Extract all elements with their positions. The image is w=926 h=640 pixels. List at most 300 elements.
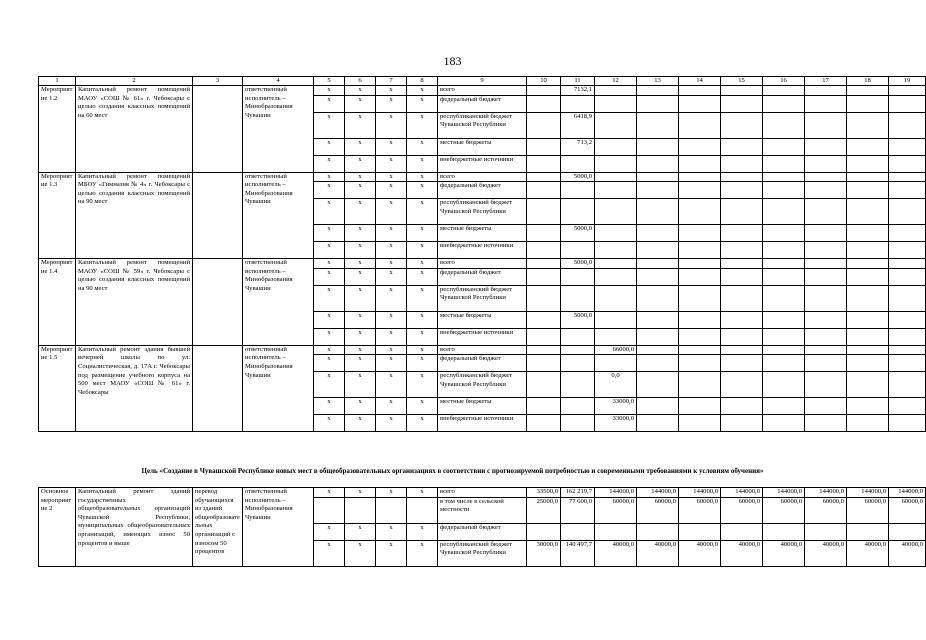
amount-cell bbox=[889, 112, 926, 138]
amount-cell bbox=[889, 95, 926, 112]
mark-cell: x bbox=[407, 328, 438, 345]
amount-cell bbox=[679, 398, 721, 415]
amount-cell bbox=[595, 285, 637, 311]
amount-cell bbox=[527, 345, 561, 355]
column-number: 17 bbox=[805, 77, 847, 86]
table-row bbox=[39, 488, 926, 498]
amount-cell bbox=[889, 285, 926, 311]
amount-cell bbox=[805, 182, 847, 199]
mark-cell: x bbox=[376, 225, 407, 242]
mark-cell: x bbox=[345, 86, 376, 96]
amount-cell bbox=[805, 398, 847, 415]
column-number: 2 bbox=[76, 77, 193, 86]
amount-cell: 144000,0 bbox=[637, 488, 679, 498]
funding-source: федеральный бюджет bbox=[438, 95, 527, 112]
amount-cell bbox=[805, 355, 847, 372]
amount-cell bbox=[679, 259, 721, 269]
amount-cell bbox=[637, 182, 679, 199]
amount-cell bbox=[763, 415, 805, 432]
mark-cell: x bbox=[345, 199, 376, 225]
funding-source: местные бюджеты bbox=[438, 138, 527, 155]
measure-id: Мероприятие 1.5 bbox=[39, 345, 76, 432]
amount-cell: 25000,0 bbox=[527, 497, 561, 523]
measure-name: Капитальный ремонт помещений МБОУ «Гимназия № 4» г. Чебоксары с целью создания классных помещений на 90 мест bbox=[76, 172, 193, 259]
measure-name: Капитальный ремонт зданий государственных общеобразовательных организаций Чувашской Республики, муниципальных общеобразовательных организаций, имеющих износ 50 процентов и выше bbox=[76, 488, 193, 567]
amount-cell bbox=[679, 182, 721, 199]
amount-cell bbox=[847, 112, 889, 138]
mark-cell: x bbox=[314, 242, 345, 259]
column-number: 3 bbox=[193, 77, 243, 86]
mark-cell: x bbox=[314, 540, 345, 566]
amount-cell bbox=[527, 172, 561, 182]
amount-cell bbox=[527, 155, 561, 172]
amount-cell bbox=[763, 155, 805, 172]
amount-cell bbox=[805, 415, 847, 432]
amount-cell bbox=[763, 138, 805, 155]
mark-cell: x bbox=[376, 345, 407, 355]
amount-cell: 60000,0 bbox=[763, 497, 805, 523]
amount-cell bbox=[847, 345, 889, 355]
mark-cell: x bbox=[345, 488, 376, 498]
amount-cell bbox=[679, 242, 721, 259]
mark-cell: x bbox=[376, 86, 407, 96]
amount-cell bbox=[679, 268, 721, 285]
mark-cell: x bbox=[314, 523, 345, 540]
amount-cell bbox=[721, 259, 763, 269]
funding-source: республиканский бюджет Чувашской Республики bbox=[438, 540, 527, 566]
mark-cell: x bbox=[314, 345, 345, 355]
measure-id: Мероприятие 1.3 bbox=[39, 172, 76, 259]
mark-cell: x bbox=[376, 199, 407, 225]
mark-cell: x bbox=[314, 112, 345, 138]
amount-cell bbox=[595, 86, 637, 96]
amount-cell bbox=[805, 311, 847, 328]
funding-source: внебюджетные источники bbox=[438, 415, 527, 432]
amount-cell bbox=[527, 242, 561, 259]
amount-cell: 40000,0 bbox=[763, 540, 805, 566]
amount-cell bbox=[595, 199, 637, 225]
amount-cell bbox=[679, 311, 721, 328]
amount-cell bbox=[527, 355, 561, 372]
amount-cell bbox=[561, 268, 595, 285]
mark-cell: x bbox=[345, 112, 376, 138]
amount-cell bbox=[721, 112, 763, 138]
amount-cell bbox=[527, 372, 561, 398]
amount-cell bbox=[679, 172, 721, 182]
amount-cell bbox=[721, 86, 763, 96]
amount-cell bbox=[721, 268, 763, 285]
amount-cell bbox=[889, 86, 926, 96]
amount-cell bbox=[527, 415, 561, 432]
mark-cell: x bbox=[376, 355, 407, 372]
amount-cell bbox=[805, 523, 847, 540]
amount-cell bbox=[637, 199, 679, 225]
amount-cell bbox=[763, 242, 805, 259]
mark-cell: x bbox=[407, 138, 438, 155]
amount-cell: 140 497,7 bbox=[561, 540, 595, 566]
amount-cell bbox=[637, 268, 679, 285]
mark-cell: x bbox=[345, 172, 376, 182]
amount-cell bbox=[763, 95, 805, 112]
amount-cell bbox=[637, 328, 679, 345]
funding-source: внебюджетные источники bbox=[438, 242, 527, 259]
amount-cell bbox=[679, 345, 721, 355]
amount-cell bbox=[763, 199, 805, 225]
amount-cell: 40000,0 bbox=[679, 540, 721, 566]
funding-source: федеральный бюджет bbox=[438, 268, 527, 285]
amount-cell bbox=[805, 225, 847, 242]
responsible-executor: ответственный исполнитель – Минобразования Чувашии bbox=[243, 488, 314, 567]
mark-cell: x bbox=[376, 242, 407, 259]
amount-cell bbox=[721, 372, 763, 398]
amount-cell bbox=[637, 86, 679, 96]
measure-id: Мероприятие 1.4 bbox=[39, 259, 76, 346]
amount-cell bbox=[889, 242, 926, 259]
amount-cell bbox=[679, 355, 721, 372]
amount-cell bbox=[721, 285, 763, 311]
amount-cell: 33500,0 bbox=[527, 488, 561, 498]
amount-cell bbox=[637, 285, 679, 311]
mark-cell: x bbox=[376, 311, 407, 328]
amount-cell bbox=[721, 199, 763, 225]
amount-cell bbox=[527, 311, 561, 328]
amount-cell bbox=[847, 242, 889, 259]
mark-cell: x bbox=[314, 259, 345, 269]
amount-cell bbox=[847, 268, 889, 285]
amount-cell: 60000,0 bbox=[637, 497, 679, 523]
column-number: 1 bbox=[39, 77, 76, 86]
amount-cell bbox=[679, 199, 721, 225]
amount-cell bbox=[763, 86, 805, 96]
amount-cell: 144000,0 bbox=[679, 488, 721, 498]
mark-cell: x bbox=[376, 398, 407, 415]
amount-cell bbox=[679, 138, 721, 155]
amount-cell bbox=[527, 398, 561, 415]
measure-id: Мероприятие 1.2 bbox=[39, 86, 76, 173]
amount-cell bbox=[595, 95, 637, 112]
amount-cell bbox=[889, 225, 926, 242]
mark-cell: x bbox=[376, 372, 407, 398]
mark-cell: x bbox=[345, 225, 376, 242]
amount-cell bbox=[847, 155, 889, 172]
table-row bbox=[39, 86, 926, 96]
amount-cell bbox=[637, 372, 679, 398]
column-number: 8 bbox=[407, 77, 438, 86]
mark-cell: x bbox=[314, 225, 345, 242]
amount-cell bbox=[889, 415, 926, 432]
column-number: 19 bbox=[889, 77, 926, 86]
amount-cell bbox=[889, 172, 926, 182]
amount-cell bbox=[763, 328, 805, 345]
mark-cell: x bbox=[376, 268, 407, 285]
mark-cell: x bbox=[407, 112, 438, 138]
column-number: 4 bbox=[243, 77, 314, 86]
amount-cell bbox=[679, 285, 721, 311]
amount-cell bbox=[805, 372, 847, 398]
amount-cell bbox=[561, 523, 595, 540]
amount-cell: 40000,0 bbox=[721, 540, 763, 566]
amount-cell bbox=[527, 523, 561, 540]
mark-cell bbox=[376, 497, 407, 523]
amount-cell: 40000,0 bbox=[847, 540, 889, 566]
amount-cell: 40000,0 bbox=[637, 540, 679, 566]
column-number: 5 bbox=[314, 77, 345, 86]
mark-cell: x bbox=[407, 259, 438, 269]
column-number: 15 bbox=[721, 77, 763, 86]
amount-cell bbox=[527, 112, 561, 138]
amount-cell bbox=[595, 328, 637, 345]
mark-cell: x bbox=[345, 155, 376, 172]
amount-cell bbox=[805, 242, 847, 259]
amount-cell: 144000,0 bbox=[889, 488, 926, 498]
mark-cell: x bbox=[407, 355, 438, 372]
amount-cell bbox=[595, 138, 637, 155]
amount-cell bbox=[847, 398, 889, 415]
amount-cell bbox=[595, 523, 637, 540]
amount-cell bbox=[527, 138, 561, 155]
measure-indicator bbox=[193, 259, 243, 346]
amount-cell bbox=[721, 95, 763, 112]
amount-cell: 144000,0 bbox=[721, 488, 763, 498]
amount-cell bbox=[527, 268, 561, 285]
amount-cell bbox=[763, 372, 805, 398]
amount-cell bbox=[637, 259, 679, 269]
amount-cell bbox=[679, 372, 721, 398]
amount-cell bbox=[527, 86, 561, 96]
mark-cell: x bbox=[314, 268, 345, 285]
mark-cell: x bbox=[314, 199, 345, 225]
amount-cell bbox=[679, 86, 721, 96]
table-row bbox=[39, 172, 926, 182]
amount-cell bbox=[763, 355, 805, 372]
amount-cell bbox=[637, 355, 679, 372]
measure-name: Капитальный ремонт помещений МАОУ «СОШ № 59» г. Чебоксары с целью создания классных помещений на 90 мест bbox=[76, 259, 193, 346]
amount-cell bbox=[763, 398, 805, 415]
mark-cell: x bbox=[345, 328, 376, 345]
mark-cell: x bbox=[345, 415, 376, 432]
mark-cell: x bbox=[345, 268, 376, 285]
mark-cell: x bbox=[407, 415, 438, 432]
mark-cell: x bbox=[407, 311, 438, 328]
amount-cell bbox=[805, 138, 847, 155]
amount-cell bbox=[561, 345, 595, 355]
amount-cell: 144000,0 bbox=[847, 488, 889, 498]
amount-cell bbox=[889, 398, 926, 415]
amount-cell: 60000,0 bbox=[595, 497, 637, 523]
amount-cell bbox=[637, 311, 679, 328]
amount-cell bbox=[889, 345, 926, 355]
column-number: 6 bbox=[345, 77, 376, 86]
mark-cell: x bbox=[376, 328, 407, 345]
amount-cell bbox=[847, 95, 889, 112]
mark-cell: x bbox=[345, 138, 376, 155]
funding-source: местные бюджеты bbox=[438, 225, 527, 242]
mark-cell: x bbox=[407, 345, 438, 355]
measures-table bbox=[38, 76, 926, 432]
column-number: 11 bbox=[561, 77, 595, 86]
mark-cell: x bbox=[407, 155, 438, 172]
amount-cell bbox=[721, 225, 763, 242]
amount-cell: 40000,0 bbox=[595, 540, 637, 566]
amount-cell bbox=[847, 355, 889, 372]
amount-cell bbox=[805, 199, 847, 225]
amount-cell: 144000,0 bbox=[763, 488, 805, 498]
mark-cell: x bbox=[407, 182, 438, 199]
amount-cell bbox=[805, 95, 847, 112]
amount-cell: 5000,0 bbox=[561, 259, 595, 269]
amount-cell bbox=[847, 86, 889, 96]
column-number: 14 bbox=[679, 77, 721, 86]
mark-cell: x bbox=[345, 372, 376, 398]
amount-cell bbox=[637, 398, 679, 415]
amount-cell bbox=[721, 155, 763, 172]
amount-cell bbox=[721, 415, 763, 432]
amount-cell bbox=[527, 328, 561, 345]
amount-cell: 60000,0 bbox=[805, 497, 847, 523]
amount-cell bbox=[889, 268, 926, 285]
mark-cell: x bbox=[407, 398, 438, 415]
amount-cell bbox=[561, 155, 595, 172]
amount-cell bbox=[561, 415, 595, 432]
mark-cell: x bbox=[407, 172, 438, 182]
mark-cell: x bbox=[345, 540, 376, 566]
amount-cell bbox=[889, 355, 926, 372]
amount-cell bbox=[561, 182, 595, 199]
amount-cell: 33000,0 bbox=[595, 398, 637, 415]
mark-cell: x bbox=[345, 523, 376, 540]
mark-cell: x bbox=[407, 540, 438, 566]
measure-id: Основное мероприятие 2 bbox=[39, 488, 76, 567]
amount-cell bbox=[763, 112, 805, 138]
column-number: 7 bbox=[376, 77, 407, 86]
table-row bbox=[39, 345, 926, 355]
amount-cell bbox=[889, 259, 926, 269]
funding-source: республиканский бюджет Чувашской Республики bbox=[438, 199, 527, 225]
mark-cell: x bbox=[376, 138, 407, 155]
amount-cell bbox=[763, 182, 805, 199]
mark-cell: x bbox=[407, 225, 438, 242]
amount-cell bbox=[721, 345, 763, 355]
funding-source: всего bbox=[438, 86, 527, 96]
responsible-executor: ответственный исполнитель – Минобразования Чувашии bbox=[243, 259, 314, 346]
mark-cell bbox=[345, 497, 376, 523]
amount-cell: 5000,0 bbox=[561, 172, 595, 182]
column-number: 16 bbox=[763, 77, 805, 86]
mark-cell: x bbox=[314, 311, 345, 328]
amount-cell bbox=[805, 345, 847, 355]
mark-cell: x bbox=[314, 355, 345, 372]
amount-cell bbox=[721, 328, 763, 345]
amount-cell: 30000,0 bbox=[527, 540, 561, 566]
mark-cell: x bbox=[376, 488, 407, 498]
column-number: 18 bbox=[847, 77, 889, 86]
amount-cell bbox=[679, 225, 721, 242]
amount-cell bbox=[679, 155, 721, 172]
funding-source: федеральный бюджет bbox=[438, 182, 527, 199]
amount-cell: 60000,0 bbox=[679, 497, 721, 523]
amount-cell bbox=[721, 138, 763, 155]
amount-cell bbox=[721, 172, 763, 182]
amount-cell bbox=[637, 172, 679, 182]
amount-cell bbox=[847, 311, 889, 328]
amount-cell bbox=[595, 242, 637, 259]
amount-cell bbox=[679, 328, 721, 345]
amount-cell bbox=[637, 95, 679, 112]
amount-cell bbox=[847, 138, 889, 155]
page-number: 183 bbox=[443, 54, 462, 68]
amount-cell: 40000,0 bbox=[805, 540, 847, 566]
measure-name: Капитальный ремонт здания бывшей вечерней школы по ул. Социалистическая, д. 17А г. Чебоксары под размещение учебного корпуса на 500 мест МАОУ «СОШ № 61» г. Чебоксары bbox=[76, 345, 193, 432]
amount-cell: 144000,0 bbox=[805, 488, 847, 498]
mark-cell: x bbox=[314, 285, 345, 311]
measure-indicator bbox=[193, 345, 243, 432]
amount-cell bbox=[561, 199, 595, 225]
amount-cell bbox=[679, 415, 721, 432]
funding-source: федеральный бюджет bbox=[438, 355, 527, 372]
amount-cell bbox=[889, 182, 926, 199]
amount-cell bbox=[763, 259, 805, 269]
amount-cell bbox=[637, 112, 679, 138]
amount-cell bbox=[637, 415, 679, 432]
amount-cell bbox=[805, 155, 847, 172]
amount-cell: 144000,0 bbox=[595, 488, 637, 498]
goal-title: Цель «Создание в Чувашской Республике новых мест в общеобразовательных организациях в соответствии с прогнозируемой потребностью и современными требованиями к условиям обучения» bbox=[141, 467, 764, 475]
amount-cell bbox=[847, 172, 889, 182]
amount-cell bbox=[763, 285, 805, 311]
amount-cell bbox=[889, 199, 926, 225]
amount-cell bbox=[721, 242, 763, 259]
mark-cell: x bbox=[376, 285, 407, 311]
amount-cell bbox=[847, 225, 889, 242]
mark-cell: x bbox=[314, 372, 345, 398]
amount-cell: 0,0 bbox=[595, 372, 637, 398]
amount-cell bbox=[679, 112, 721, 138]
amount-cell bbox=[721, 182, 763, 199]
amount-cell bbox=[637, 242, 679, 259]
amount-cell bbox=[721, 523, 763, 540]
amount-cell: 6418,9 bbox=[561, 112, 595, 138]
responsible-executor: ответственный исполнитель – Минобразования Чувашии bbox=[243, 345, 314, 432]
measure-indicator bbox=[193, 86, 243, 173]
amount-cell: 5000,0 bbox=[561, 311, 595, 328]
amount-cell bbox=[847, 372, 889, 398]
amount-cell: 33000,0 bbox=[595, 415, 637, 432]
table-row bbox=[39, 259, 926, 269]
amount-cell bbox=[561, 328, 595, 345]
amount-cell: 60000,0 bbox=[847, 497, 889, 523]
measure-name: Капитальный ремонт помещений МАОУ «СОШ № 61» г. Чебоксары с целью создания классных помещений на 60 мест bbox=[76, 86, 193, 173]
amount-cell bbox=[847, 523, 889, 540]
amount-cell bbox=[847, 285, 889, 311]
amount-cell: 66000,0 bbox=[595, 345, 637, 355]
mark-cell: x bbox=[376, 415, 407, 432]
amount-cell bbox=[595, 311, 637, 328]
amount-cell bbox=[561, 285, 595, 311]
amount-cell bbox=[889, 311, 926, 328]
mark-cell: x bbox=[407, 372, 438, 398]
amount-cell bbox=[889, 372, 926, 398]
amount-cell bbox=[889, 155, 926, 172]
funding-source: местные бюджеты bbox=[438, 311, 527, 328]
mark-cell: x bbox=[407, 523, 438, 540]
funding-source: внебюджетные источники bbox=[438, 328, 527, 345]
mark-cell: x bbox=[376, 182, 407, 199]
amount-cell bbox=[637, 523, 679, 540]
amount-cell bbox=[527, 285, 561, 311]
funding-source: всего bbox=[438, 488, 527, 498]
amount-cell: 162 219,7 bbox=[561, 488, 595, 498]
amount-cell bbox=[561, 355, 595, 372]
